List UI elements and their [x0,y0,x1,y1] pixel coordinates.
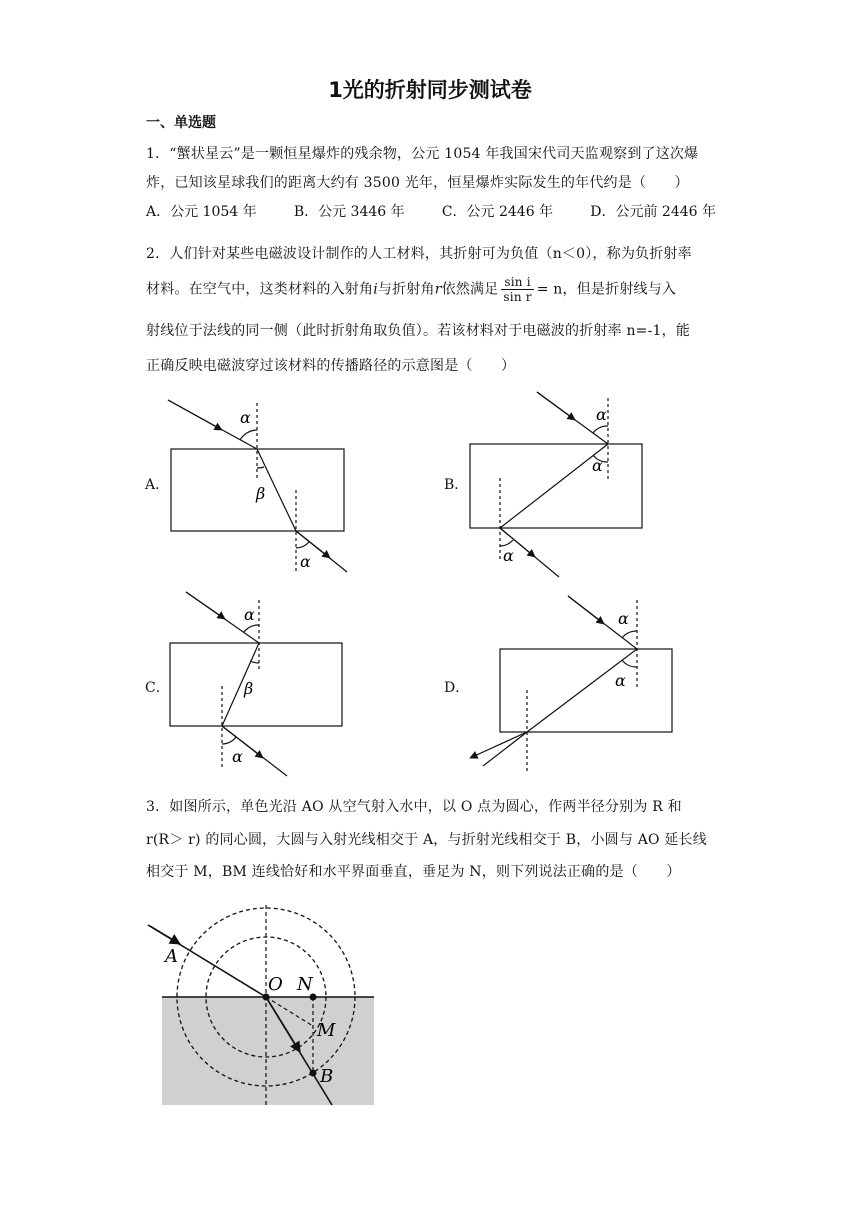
label-b: B [320,1066,334,1087]
water-region [162,997,374,1105]
q1-text-line-1: 1．“蟹状星云”是一颗恒星爆炸的残余物，公元 1054 年我国宋代司天监观察到了这次爆 [146,146,699,162]
figure-d-alpha-inside: α [615,671,626,690]
figure-a-alpha-bottom: α [300,552,311,571]
figure-c-diagram[interactable] [170,592,342,776]
q1-text-line-2: 炸，已知该星球我们的距离大约有 3500 光年，恒星爆炸实际发生的年代约是（ ） [146,175,689,191]
figure-b-label[interactable]: B． [444,477,469,493]
q1-option-a[interactable]: A．公元 1054 年 [146,204,257,220]
figure-c-beta: β [244,679,254,698]
snell-fraction: $\frac{\text{sin i}}{\text{sin r}}$ [503,275,532,304]
figure-b-alpha-top: α [596,405,607,424]
q3-text-line-2: r(R＞ r) 的同心圆，大圆与入射光线相交于 A，与折射光线相交于 B，小圆与 AO 延长线 [146,832,707,848]
q2-text-line-1: 2．人们针对某些电磁波设计制作的人工材料，其折射可为负值（n＜0），称为负折射率 [146,246,692,262]
figure-d-diagram[interactable] [470,596,672,772]
q3-text-line-1: 3．如图所示，单色光沿 AO 从空气射入水中，以 O 点为圆心，作两半径分别为 R 和 [146,799,682,815]
q2-text-line-3: 射线位于法线的同一侧（此时折射角取负值）。若该材料对于电磁波的折射率 n=-1，能 [146,323,691,339]
figure-b-alpha-bottom: α [503,546,514,565]
figure-b-alpha-inside: α [592,456,603,475]
q1-option-c[interactable]: C．公元 2446 年 [441,204,554,220]
slab-c [170,643,342,726]
label-n: N [297,974,313,995]
q1-option-d[interactable]: D．公元前 2446 年 [590,204,716,220]
label-o: O [268,974,283,995]
label-a: A [165,946,178,967]
figure-d-alpha-top: α [618,609,629,628]
label-m: M [317,1020,336,1041]
figure-c-label[interactable]: C． [145,680,170,696]
figure-c-alpha-top: α [244,605,255,624]
figure-b-diagram[interactable] [470,392,642,577]
q3-text-line-3: 相交于 M，BM 连线恰好和水平界面垂直，垂足为 N，则下列说法正确的是（ ） [146,864,681,880]
slab-d [500,649,672,732]
q1-option-b[interactable]: B．公元 3446 年 [293,204,405,220]
q2-text-line-2: 材料。在空气中，这类材料的入射角i与折射角r依然满足 $\frac{\text{sin i}}{\text{sin r}}$ = n，但是折射线与入 [146,275,677,304]
figure-c-alpha-bottom: α [232,747,243,766]
figure-a-beta: β [256,484,266,503]
figure-d-label[interactable]: D． [444,680,470,696]
q3-figure [148,905,374,1106]
figure-a-alpha-top: α [240,408,251,427]
section-heading: 一、单选题 [146,115,216,131]
figure-a-label[interactable]: A． [145,477,170,493]
page-title: 1光的折射同步测试卷 [328,78,532,102]
slab-b [470,444,642,528]
point-b [310,1070,317,1077]
q2-text-line-4: 正确反映电磁波穿过该材料的传播路径的示意图是（ ） [146,358,516,374]
